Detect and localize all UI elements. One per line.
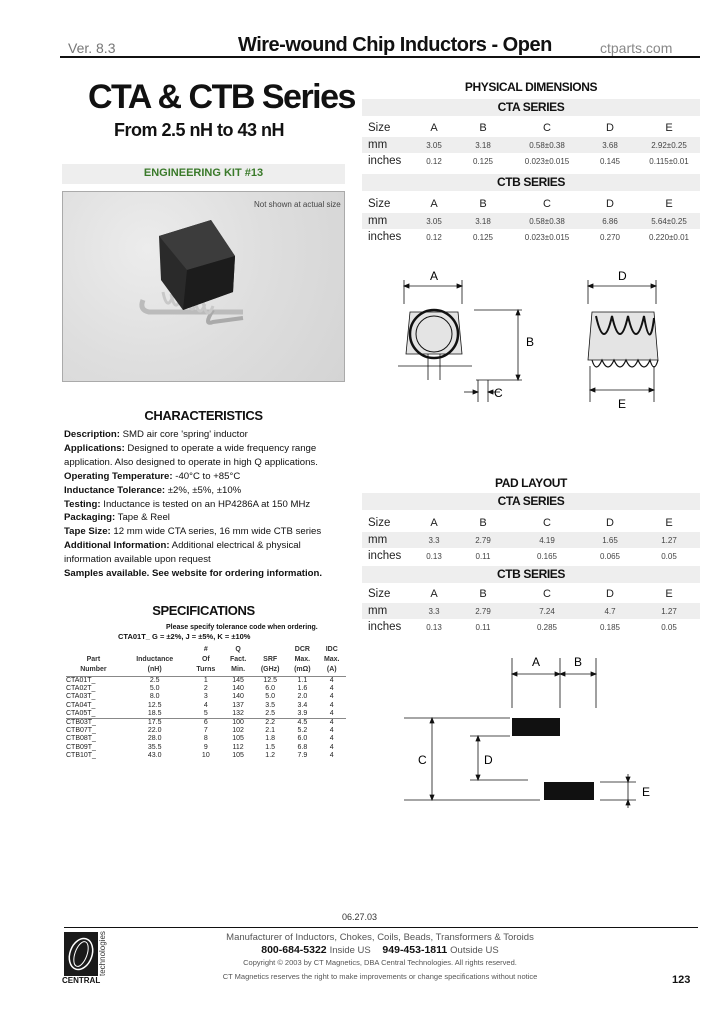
characteristics-value: -40°C to +85°C xyxy=(172,470,241,482)
spec-cell: CTA03T_ xyxy=(66,693,96,701)
spec-cell: 132 xyxy=(232,709,244,717)
rights-note: CT Magnetics reserves the right to make improvements or change specifications without notice xyxy=(222,972,538,981)
characteristics-label: Operating Temperature: xyxy=(64,470,173,482)
spec-cell: 1.8 xyxy=(265,735,276,743)
dim-cell: 5.64±0.25 xyxy=(651,216,687,226)
characteristics-line xyxy=(64,567,346,581)
spec-header-cell: (mΩ) xyxy=(287,666,317,677)
dim-cell: 0.220±0.01 xyxy=(649,232,689,242)
print-date: 06.27.03 xyxy=(342,912,378,922)
dim-cell: 3.05 xyxy=(426,216,442,226)
phone-inside[interactable]: 800-684-5322 xyxy=(261,944,327,956)
dim-cell: 0.185 xyxy=(599,622,621,632)
characteristics-label: Samples available. See website for ordering information. xyxy=(64,568,323,580)
spec-header-cell: Min. xyxy=(223,666,253,677)
spec-cell: 8 xyxy=(203,735,208,743)
dim-cell: 0.13 xyxy=(426,551,442,561)
dim-cell: 1.27 xyxy=(661,535,677,545)
spec-header-cell: Fact. xyxy=(229,656,247,663)
characteristics-line xyxy=(64,498,346,512)
spec-cell: 4 xyxy=(329,709,334,717)
dim-header-cell: Size xyxy=(368,197,391,210)
spec-header-cell: SRF xyxy=(263,656,278,663)
dim-cell: 0.05 xyxy=(661,622,677,632)
dim-cell: 2.92±0.25 xyxy=(651,140,687,150)
spec-cell: 112 xyxy=(232,743,244,751)
spec-cell: 4.5 xyxy=(287,719,317,728)
spec-cell: 105 xyxy=(232,751,244,759)
spec-cell: 4 xyxy=(329,727,334,735)
spec-cell: 4 xyxy=(203,701,208,709)
spec-header-cell: (nH) xyxy=(121,666,189,677)
dim-row xyxy=(362,603,700,619)
spec-header-cell: Max. xyxy=(323,656,340,663)
spec-header-cell: DCR xyxy=(294,646,310,653)
cta-pad-heading: CTA SERIES xyxy=(497,494,565,508)
spec-cell: 145 xyxy=(232,677,244,684)
spec-cell: 5.0 xyxy=(149,685,160,693)
spec-cell: 6.0 xyxy=(265,685,276,693)
specifications-heading: SPECIFICATIONS xyxy=(152,603,255,618)
spec-header-cell: IDC xyxy=(325,646,338,653)
spec-cell: 4 xyxy=(329,743,334,751)
header-rule xyxy=(60,56,700,58)
spec-cell: CTB10T_ xyxy=(66,751,96,759)
dim-cell: 1.27 xyxy=(661,606,677,616)
spec-cell: 140 xyxy=(232,685,244,693)
logo-word: CENTRAL xyxy=(62,976,101,985)
spec-cell: 2.5 xyxy=(265,709,276,717)
spec-cell: 6.0 xyxy=(297,735,308,743)
pad-layout-heading: PAD LAYOUT xyxy=(494,476,567,490)
spec-cell: 22.0 xyxy=(147,727,162,735)
spec-cell: 1 xyxy=(203,677,208,684)
physical-dimensions-heading: PHYSICAL DIMENSIONS xyxy=(464,80,598,94)
characteristics-value: Tape & Reel xyxy=(115,512,170,524)
spec-row xyxy=(66,702,346,710)
dim-cell: 3.68 xyxy=(602,140,618,150)
dim-row xyxy=(362,137,700,153)
spec-row xyxy=(66,710,346,719)
dim-cell: 0.115±0.01 xyxy=(649,156,689,166)
spec-row xyxy=(66,735,346,743)
spec-header-cell: Q xyxy=(235,646,241,653)
dim-header-cell: A xyxy=(430,516,438,529)
dim-header-cell: D xyxy=(606,587,614,600)
dim-header-cell: C xyxy=(543,197,551,210)
page-title: Wire-wound Chip Inductors - Open xyxy=(238,34,552,56)
characteristics-value: information available upon request xyxy=(64,554,211,566)
dim-header-cell: Size xyxy=(368,516,391,529)
spec-cell: 5.2 xyxy=(297,727,308,735)
dim-header-cell: E xyxy=(665,587,673,600)
dim-cell: 0.125 xyxy=(472,156,494,166)
dim-cell: 2.79 xyxy=(475,606,491,616)
dim-row xyxy=(362,153,700,169)
spec-header-cell: Max. xyxy=(294,656,311,663)
spec-cell: 4 xyxy=(329,735,334,743)
series-title: CTA & CTB Series xyxy=(88,78,355,116)
copyright-line: Copyright © 2003 by CT Magnetics, DBA Central Technologies. All rights reserved. xyxy=(243,958,517,967)
spec-cell: 137 xyxy=(232,701,244,709)
footer-rule xyxy=(64,927,698,928)
spec-cell: CTA01T_ xyxy=(66,677,96,684)
pad-label-d: D xyxy=(484,753,493,767)
spec-cell: 3.9 xyxy=(297,709,308,717)
spec-cell: 6.8 xyxy=(297,743,308,751)
dim-row xyxy=(362,619,700,635)
spec-row xyxy=(66,727,346,735)
spec-header-cell xyxy=(121,646,189,656)
dim-header-cell: E xyxy=(665,197,673,210)
website-link[interactable]: ctparts.com xyxy=(600,40,673,56)
dim-header-cell: C xyxy=(543,121,551,134)
spec-cell: 2.1 xyxy=(265,727,276,735)
characteristics-value: ±2%, ±5%, ±10% xyxy=(165,484,242,496)
spec-cell: 2.5 xyxy=(149,677,160,684)
inductor-image xyxy=(63,192,346,383)
characteristics-line xyxy=(64,428,346,442)
pad-label-e: E xyxy=(642,785,651,799)
cta-dims-table xyxy=(362,118,700,169)
spec-cell: 4 xyxy=(329,693,334,701)
spec-cell: 105 xyxy=(232,735,244,743)
version-label: Ver. 8.3 xyxy=(68,40,116,56)
spec-cell: 4 xyxy=(329,701,334,709)
spec-cell: CTA02T_ xyxy=(66,685,96,693)
dim-label-b: B xyxy=(526,335,535,349)
manufacturer-line: Manufacturer of Inductors, Chokes, Coils, Beads, Transformers & Toroids xyxy=(226,932,534,943)
dim-cell: 7.24 xyxy=(539,606,555,616)
spec-cell: 12.5 xyxy=(263,677,277,684)
phone-outside[interactable]: 949-453-1811 xyxy=(382,944,448,956)
dim-cell: inches xyxy=(368,231,402,243)
ctb-pad-heading: CTB SERIES xyxy=(496,567,565,581)
dim-header-cell: A xyxy=(430,197,438,210)
spec-row xyxy=(66,719,346,728)
logo-mark-icon xyxy=(64,932,98,976)
dim-row xyxy=(362,532,700,548)
spec-cell: CTA05T_ xyxy=(66,709,96,717)
spec-tolerance-code: CTA01T_ G = ±2%, J = ±5%, K = ±10% xyxy=(118,632,251,641)
dim-cell: 3.18 xyxy=(475,140,491,150)
characteristics-line xyxy=(64,484,346,498)
spec-cell: 2 xyxy=(203,685,208,693)
dim-cell: 0.12 xyxy=(426,156,442,166)
characteristics-value: Designed to operate a wide frequency range xyxy=(124,442,317,454)
dim-cell: 0.270 xyxy=(599,232,621,242)
dim-cell: 0.13 xyxy=(426,622,442,632)
physical-dimensions-diagram xyxy=(392,262,692,412)
ctb-dims-table xyxy=(362,194,700,245)
spec-row xyxy=(66,677,346,686)
spec-cell: 35.5 xyxy=(147,743,162,751)
kit-label: ENGINEERING KIT #13 xyxy=(143,167,264,179)
dim-header-cell: B xyxy=(479,587,487,600)
characteristics-label: Additional Information: xyxy=(64,540,170,552)
dim-cell: 3.05 xyxy=(426,140,442,150)
dim-cell: 0.285 xyxy=(536,622,558,632)
spec-cell: 2.0 xyxy=(297,693,308,701)
characteristics-label: Applications: xyxy=(64,442,125,454)
dim-cell: inches xyxy=(368,621,402,633)
spec-row xyxy=(66,752,346,760)
ctb-dims-heading: CTB SERIES xyxy=(496,175,565,189)
dim-header-cell: D xyxy=(606,121,614,134)
dim-cell: 4.7 xyxy=(604,606,616,616)
spec-cell: 3 xyxy=(203,693,208,701)
page-number: 123 xyxy=(672,974,691,986)
characteristics-value: SMD air core 'spring' inductor xyxy=(119,429,248,440)
dim-header-cell: Size xyxy=(368,121,391,134)
dim-cell: 3.18 xyxy=(475,216,491,226)
spec-row xyxy=(66,693,346,701)
dim-cell: 0.023±0.015 xyxy=(524,232,570,242)
dim-cell: 2.79 xyxy=(475,535,491,545)
dim-header-cell: C xyxy=(543,516,551,529)
spec-order-note: Please specify tolerance code when ordering. xyxy=(166,624,318,631)
characteristics-label: Description: xyxy=(64,429,120,440)
dim-header-cell: D xyxy=(606,197,614,210)
dim-label-c: C xyxy=(494,386,503,400)
spec-cell: 4 xyxy=(329,751,334,759)
central-logo xyxy=(64,932,98,976)
spec-cell: 1.1 xyxy=(297,677,308,684)
dim-cell: inches xyxy=(368,550,402,562)
characteristics-heading: CHARACTERISTICS xyxy=(144,408,263,423)
spec-cell: CTB03T_ xyxy=(66,719,121,728)
cta-dims-heading: CTA SERIES xyxy=(497,100,565,114)
inductance-range: From 2.5 nH to 43 nH xyxy=(114,120,285,140)
spec-cell: 4 xyxy=(329,677,334,684)
spec-header-cell: # xyxy=(203,646,208,653)
dim-cell: 3.3 xyxy=(428,535,440,545)
photo-caption: Not shown at actual size xyxy=(254,200,341,209)
pad-label-a: A xyxy=(532,655,541,669)
spec-cell: 3.4 xyxy=(297,701,308,709)
characteristics-label: Packaging: xyxy=(64,512,116,524)
spec-cell: 43.0 xyxy=(147,751,162,759)
spec-cell: CTB07T_ xyxy=(66,727,96,735)
dim-row xyxy=(362,213,700,229)
pad-layout-diagram xyxy=(400,648,700,808)
logo-tech: technologies xyxy=(98,931,107,976)
dim-header-cell: A xyxy=(430,121,438,134)
dim-cell: 0.125 xyxy=(472,232,494,242)
characteristics-line xyxy=(64,442,346,456)
pad-label-b: B xyxy=(574,655,583,669)
spec-cell: 5.0 xyxy=(265,693,276,701)
spec-row xyxy=(66,685,346,693)
dim-label-a: A xyxy=(430,269,439,283)
spec-header-cell: Number xyxy=(66,666,121,677)
spec-cell: 102 xyxy=(232,727,244,735)
spec-cell: 1.6 xyxy=(297,685,308,693)
spec-cell: 5 xyxy=(203,709,208,717)
spec-cell: 17.5 xyxy=(121,719,189,728)
dim-header-cell: E xyxy=(665,121,673,134)
dim-cell: 0.165 xyxy=(536,551,558,561)
dim-cell: 1.65 xyxy=(602,535,618,545)
characteristics-line xyxy=(64,511,346,525)
spec-cell: 28.0 xyxy=(147,735,162,743)
dim-cell: inches xyxy=(368,155,402,167)
dim-cell: mm xyxy=(368,139,388,151)
spec-cell: 1.2 xyxy=(265,751,276,759)
spec-header-cell: (GHz) xyxy=(253,666,287,677)
dim-cell: 0.11 xyxy=(475,551,491,561)
characteristics-line xyxy=(64,539,346,553)
spec-cell: 2.2 xyxy=(253,719,287,728)
spec-header-cell xyxy=(66,646,121,656)
spec-header-cell xyxy=(253,646,287,656)
dim-cell: mm xyxy=(368,215,388,227)
spec-cell: CTB08T_ xyxy=(66,735,96,743)
pad-top xyxy=(512,718,560,736)
product-photo xyxy=(62,191,345,382)
dim-cell: 3.3 xyxy=(428,606,440,616)
characteristics-value: Additional electrical & physical xyxy=(169,540,301,552)
specifications-table xyxy=(66,646,346,760)
spec-cell: 4 xyxy=(329,685,334,693)
spec-cell: 12.5 xyxy=(147,701,162,709)
phone-outside-label: Outside US xyxy=(450,945,499,956)
dim-header-cell: A xyxy=(430,587,438,600)
characteristics-value: application. Also designed to operate in high Q applications. xyxy=(64,456,318,468)
dim-label-d: D xyxy=(618,269,627,283)
characteristics-value: Inductance is tested on an HP4286A at 150 MHz xyxy=(100,498,311,510)
dim-header-cell: B xyxy=(479,197,487,210)
phone-line xyxy=(180,944,580,956)
dim-header-cell: Size xyxy=(368,587,391,600)
spec-cell: CTB09T_ xyxy=(66,743,96,751)
dim-cell: 0.58±0.38 xyxy=(529,216,565,226)
characteristics-label: Inductance Tolerance: xyxy=(64,484,166,496)
spec-cell: 6 xyxy=(189,719,224,728)
dim-cell: 0.145 xyxy=(599,156,621,166)
dim-header-cell: D xyxy=(606,516,614,529)
dim-header-cell: C xyxy=(543,587,551,600)
spec-cell: 100 xyxy=(223,719,253,728)
characteristics-line xyxy=(64,456,346,470)
spec-cell: 1.5 xyxy=(265,743,276,751)
dim-label-e: E xyxy=(618,397,627,411)
dim-header-cell: B xyxy=(479,121,487,134)
pad-label-c: C xyxy=(418,753,427,767)
characteristics-line xyxy=(64,470,346,484)
spec-header-cell: Turns xyxy=(189,666,224,677)
spec-cell: 7 xyxy=(203,727,208,735)
spec-cell: 7.9 xyxy=(297,751,308,759)
spec-cell: 8.0 xyxy=(149,693,160,701)
spec-cell: 9 xyxy=(203,743,208,751)
ctb-pad-table xyxy=(362,584,700,635)
spec-cell: 4 xyxy=(317,719,346,728)
dim-header-cell: E xyxy=(665,516,673,529)
spec-cell: 18.5 xyxy=(147,709,162,717)
spec-cell: 3.5 xyxy=(265,701,276,709)
cta-pad-table xyxy=(362,513,700,564)
dim-cell: 4.19 xyxy=(539,535,555,545)
dim-cell: 0.05 xyxy=(661,551,677,561)
characteristics-label: Testing: xyxy=(64,498,101,510)
spec-header-cell: Part xyxy=(86,656,101,663)
spec-row xyxy=(66,744,346,752)
characteristics-text xyxy=(64,428,346,581)
dim-cell: 0.11 xyxy=(475,622,491,632)
dim-cell: mm xyxy=(368,605,388,617)
dim-cell: 0.023±0.015 xyxy=(524,156,570,166)
spec-cell: CTA04T_ xyxy=(66,701,96,709)
spec-cell: 140 xyxy=(232,693,244,701)
pad-bottom xyxy=(544,782,594,800)
characteristics-line xyxy=(64,553,346,567)
dim-row xyxy=(362,229,700,245)
spec-header-cell: (A) xyxy=(317,666,346,677)
spec-header-cell: Of xyxy=(201,656,210,663)
dim-cell: 0.12 xyxy=(426,232,442,242)
dim-cell: mm xyxy=(368,534,388,546)
characteristics-value: 12 mm wide CTA series, 16 mm wide CTB series xyxy=(110,526,322,538)
dim-cell: 0.065 xyxy=(599,551,621,561)
dim-header-cell: B xyxy=(479,516,487,529)
dim-cell: 6.86 xyxy=(602,216,618,226)
dim-row xyxy=(362,548,700,564)
spec-cell: 10 xyxy=(201,751,210,759)
characteristics-line xyxy=(64,525,346,539)
phone-inside-label: Inside US xyxy=(329,945,371,956)
characteristics-label: Tape Size: xyxy=(64,526,111,538)
spec-header-cell: Inductance xyxy=(136,656,174,663)
dim-cell: 0.58±0.38 xyxy=(529,140,565,150)
